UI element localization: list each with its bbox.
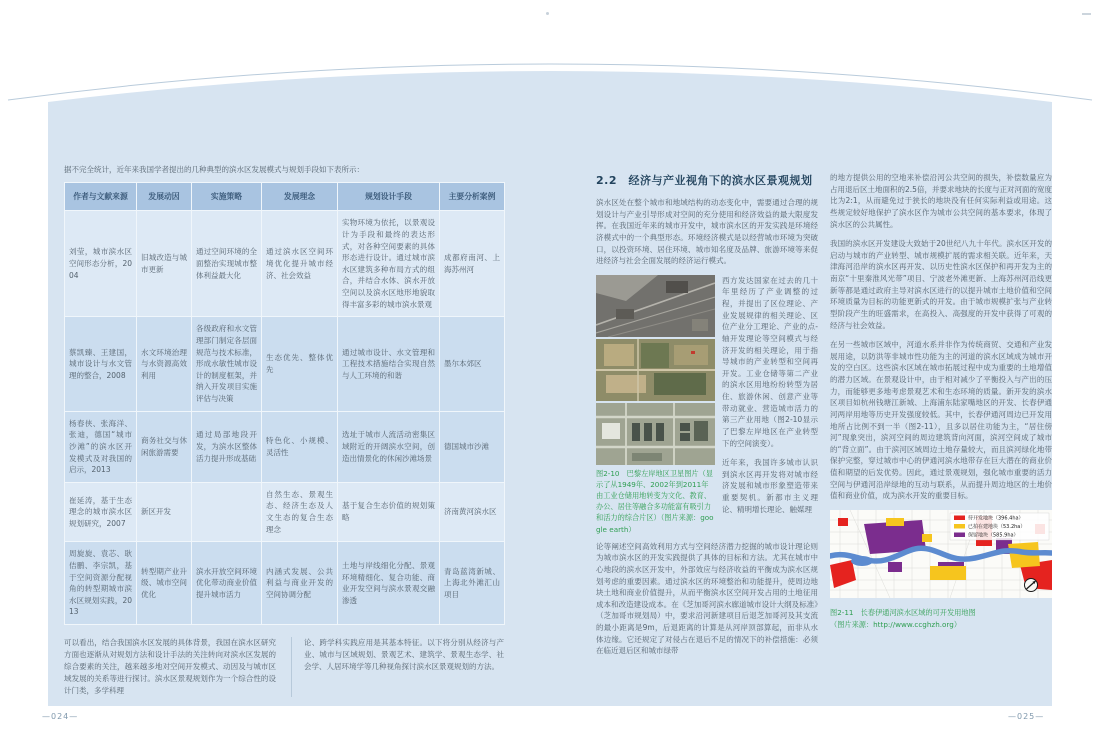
table-cell: 选址于城市人流活动密集区域附近的开阔滨水空间，创造出情景化的休闲沙滩场景 [338, 411, 440, 482]
col-header-concept: 发展理念 [262, 183, 338, 211]
table-row [65, 411, 505, 482]
table-cell: 生态优先、整体优先 [262, 317, 338, 411]
right-page [596, 172, 1052, 665]
col-header-motive: 发展动因 [137, 183, 192, 211]
figure-2-10 [596, 275, 715, 541]
developable-land-map [830, 510, 1052, 598]
satellite-image-2002 [596, 339, 715, 401]
figure-2-11-source: （图片来源：http://www.ccghzh.org） [830, 620, 962, 630]
left-page [64, 164, 504, 697]
figure-2-10-caption: 图2-10 巴黎左岸地区卫星图片（显示了从1949年、2002年到2011年由工业仓储用地转变为文化、教育、办公、居住等融合多功能富有吸引力和活力的综合片区）（图片来源：google earth） [596, 468, 714, 534]
table-intro-text: 据不完全统计，近年来我国学者提出的几种典型的滨水区发展模式与规划手段如下表所示： [64, 165, 364, 174]
table-cell: 蔡凯臻、王建国，城市设计与水文管理的整合，2008 [65, 317, 137, 411]
table-row [65, 211, 505, 317]
table-cell: 土地与岸线细化分配、景观环境精细化、复合功能、商业开发空间与滨水景观交融渗透 [338, 542, 440, 625]
table-cell: 崔延涛，基于生态理念的城市滨水区规划研究，2007 [65, 482, 137, 542]
table-cell: 商务社交与休闲旅游需要 [137, 411, 192, 482]
table-cell: 新区开发 [137, 482, 192, 542]
table-cell: 德国城市沙滩 [440, 411, 505, 482]
table-cell: 墨尔本郊区 [440, 317, 505, 411]
crop-mark-top-right [1082, 13, 1091, 15]
page-number-left: —024— [42, 712, 79, 721]
paragraph: 在另一些城市区域中，河道水系并非作为传统商贸、交通和产业发展用途，以防洪等非城市性功能为主的河道的滨水区域成为城市开发的空白区。这些滨水区域在城市拓展过程中成为重要的土地增值的潜力区域。在景观设计中，由于相对减少了平衡投入与产出的压力，而能够更多地考虑景观艺术和生态环境的质量。新开发的滨水区项目如杭州钱塘江新城、上海浦东陆家嘴地区的开发、长春伊通河两岸用地等历史开发强度较低。其中，长春伊通河周边已开发用地所占比例不到一半（图2-11），且多以居住功能为主，“居住傍河”现象突出，滨河空间的周边建筑背向河面，滨河空间成了城市的“背立面”。由于滨河区域周边土地存量较大，而且滨河绿化地带保护完整，穿过城市中心的伊通河滨水地带存在巨大潜在的商业价值和期望的后发优势。因此，通过景观规划，强化城市重要的活力空间与伊通河沿岸绿地的互动与联系，从而提升周边地区的土地价值和商业价值，成为滨水开发的重要目标。 [830, 340, 1052, 501]
paragraph: 滨水区处在整个城市和地域结构的动态变化中，需要通过合理的规划设计与产业引导形成对空间的充分使用和经济效益的最大限度发挥。在我国近年来的城市开发中，城市滨水区的开发实践是环境经济模式中的一个典型形态。环境经济模式是以经营城市环境为突破口，以投资环境、居住环境、城市知名度及品牌、旅游环境等来促进经济与社会全面发展的经济运行模式。 [596, 198, 818, 266]
table-row [65, 482, 505, 542]
table-cell: 自然生态、景观生态、经济生态及人文生态的复合生态理念 [262, 482, 338, 542]
map-legend [950, 513, 1049, 540]
paragraph: 我国的滨水区开发建设大致始于20世纪八九十年代。滨水区开发的启动与城市的产业转型、城市规模扩展的需求相关联。近年来，天津海河沿岸的滨水区再开发、以历史性滨水区保护和再开发为主的南京“十里秦淮风光带”项目、宁波老外滩更新、上海苏州河沿线更新等都是通过政府主导对滨水区进行的以提升城市土地价值和空间环境质量为目标的功能更新式的开发。由于城市规模扩张与产业转型阶段产生的旺盛需求，在高投入、高强度的开发中获得了可观的经济与社会效益。 [830, 239, 1052, 330]
table-cell: 内涵式发展、公共利益与商业开发的空间协调分配 [262, 542, 338, 625]
figure-2-11-caption: 图2-11 长春伊通河滨水区域的可开发用地图 [830, 607, 976, 617]
col-header-case: 主要分析案例 [440, 183, 505, 211]
paragraph: 论等阐述空间高效利用方式与空间经济潜力挖掘的城市设计理论则为城市滨水区的开发实践提供了具体的目标和方法。尤其在城市中心地段的滨水区开发中，外部效应与经济收益的平衡成为滨水区规划考虑的重要因素。通过滨水区的环境整治和功能提升，使周边地块土地和商业价值提升，从而平衡滨水区空间开发占用的土地征用成本和改造建设成本。在《芝加哥河滨水廊道城市设计大纲及标准》（芝加哥市规划局）中，要求沿河新建项目后退芝加哥河及其支流的最小距离是9m，后退距离的计算是从河岸顶部算起，而非从水体边缘。它还规定了对侵占在退后不足的情况下的补偿措施：必须在临近退后区和城市绿带 [596, 541, 818, 656]
section-heading: 2.2 经济与产业视角下的滨水区景观规划 [596, 174, 813, 187]
col-header-method: 规划设计手段 [338, 183, 440, 211]
table-cell: 特色化、小规模、灵活性 [262, 411, 338, 482]
table-cell: 基于复合生态价值的规划策略 [338, 482, 440, 542]
right-page-column-2 [830, 172, 1052, 665]
closing-paragraph-col1: 可以看出，结合我国滨水区发展的具体背景，我国在滨水区研究方面也逐渐从对规划方法和设计手法的关注转向对滨水区发展的综合要素的关注，越来越多地对空间开发模式、动因及与城市区域发展的关系等进行探讨。滨水区景观规划作为一个综合性的设计门类，多学科理 [64, 638, 276, 695]
table-cell: 转型期产业升级、城市空间优化 [137, 542, 192, 625]
table-cell: 各级政府和水文管理部门制定各层面规范与技术标准，形成水敏性城市设计的制度框架，并纳入开发项目实施评估与决策 [192, 317, 262, 411]
table-cell: 旧城改造与城市更新 [137, 211, 192, 317]
legend-item-label: 已拍在建地块（53.2ha） [968, 523, 1026, 530]
page-number-right: —025— [1008, 712, 1045, 721]
figure-2-11 [830, 510, 1052, 631]
left-page-closing-paragraphs [64, 637, 504, 697]
satellite-image-2011 [596, 403, 715, 465]
table-cell: 周旋旋、袁芯、耿佶鹏、李宗凯，基于空间资源分配视角的转型期城市滨水区规划实践，2013 [65, 542, 137, 625]
table-row [65, 542, 505, 625]
crop-mark-top-center [546, 12, 549, 15]
col-header-strategy: 实施策略 [192, 183, 262, 211]
paragraph: 近年来，我国许多城市认识到滨水区再开发将对城市经济发展和城市形象塑造带来重要契机。新都市主义理论、精明增长理论、触媒理 [722, 458, 818, 514]
waterfront-modes-table [64, 182, 505, 625]
legend-item-label: 待开发地块（396.4ha） [968, 515, 1024, 522]
col-header-author: 作者与文献来源 [65, 183, 137, 211]
table-row [65, 317, 505, 411]
table-cell: 成都府南河、上海苏州河 [440, 211, 505, 317]
figure-side-text [722, 275, 818, 541]
compass-icon [1025, 578, 1038, 591]
table-cell: 通过局部地段开发，为滨水区整体活力提升形成基础 [192, 411, 262, 482]
right-page-column-1 [596, 172, 818, 665]
table-cell [192, 482, 262, 542]
legend-item-label: 保留地块（585.9ha） [968, 532, 1019, 539]
closing-paragraph-col2: 论、跨学科实践应用是其基本特征。以下将分别从经济与产业、城市与区域规划、景观艺术、建筑学、景观生态学、社会学、人居环境学等几种视角探讨滨水区景观规划的方法。 [291, 637, 504, 697]
table-cell: 济南黄河滨水区 [440, 482, 505, 542]
figure-2-10-block [596, 275, 818, 541]
satellite-image-1949 [596, 275, 715, 337]
table-cell: 青岛蓝湾新城、上海北外滩汇山项目 [440, 542, 505, 625]
table-cell: 通过滨水区空间环境优化提升城市经济、社会效益 [262, 211, 338, 317]
paragraph: 的地方提供公用的空地来补偿沿河公共空间的损失，补偿数量应为占用退后区土地面积的2.5倍，并要求地块的长度与正对河面的宽度比为2:1，从而避免过于狭长的地块没有任何实际利益或用途。这些规定较好地保护了滨水区作为城市公共空间的基本要求，体现了滨水区的公共属性。 [830, 173, 1052, 229]
table-cell: 水文环境治理与水资源高效利用 [137, 317, 192, 411]
table-cell: 滨水开放空间环境优化带动商业价值提升城市活力 [192, 542, 262, 625]
table-cell: 实物环境为依托，以景观设计为手段和最终的表达形式，对各种空间要素的具体形态进行设计。通过城市滨水区建筑多种布局方式的组合，并结合水体、滨水开放空间以及滨水区地形地貌取得丰富多彩的城市滨水景观 [338, 211, 440, 317]
table-cell: 刘莹，城市滨水区空间形态分析，2004 [65, 211, 137, 317]
table-cell: 通过空间环境的全面整治实现城市整体利益最大化 [192, 211, 262, 317]
table-header-row [65, 183, 505, 211]
paragraph: 西方发达国家在过去的几十年里经历了产业调整的过程，并提出了区位理论、产业发展规律的相关理论、区位产业分工理论、产业的点-轴开发理论等空间模式与经济开发的相关理论，用于指导城市的产业转型和空间再开发。工业仓储等第二产业的滨水区用地纷纷转型为居住、旅游休闲、创意产业等带动就业、营造城市活力的第三产业用地（图2-10显示了巴黎左岸地区在产业转型下的空间演变）。 [722, 275, 818, 448]
table-cell: 杨春侠、张海洋、张迪，德国“城市沙滩”的滨水区开发模式及对我国的启示，2013 [65, 411, 137, 482]
table-cell: 通过城市设计、水文管理和工程技术措施结合实现自然与人工环境的和谐 [338, 317, 440, 411]
